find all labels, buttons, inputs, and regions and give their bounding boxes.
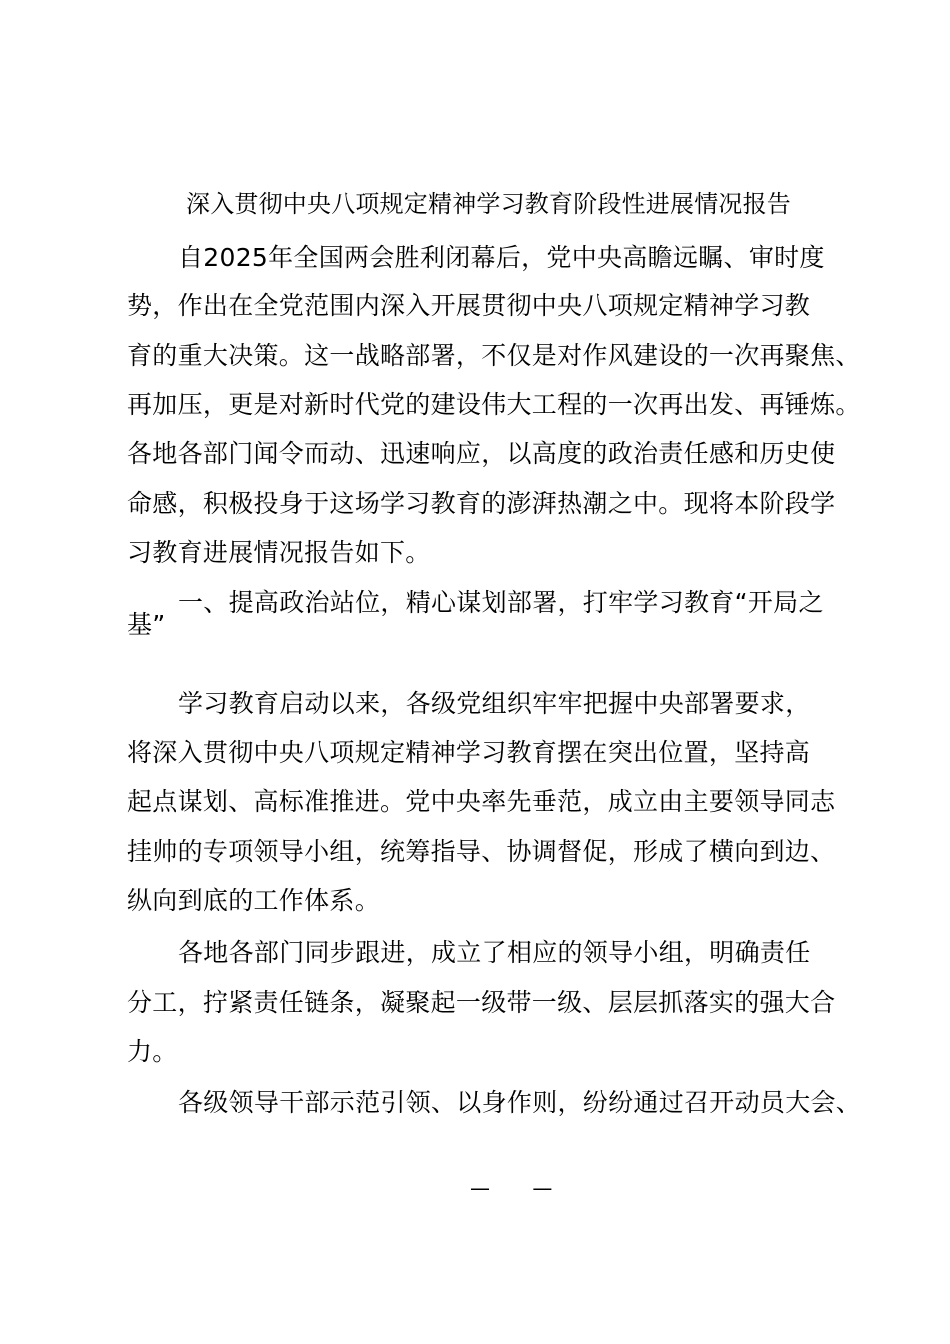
paragraph-line: 习教育进展情况报告如下。 [127,538,431,567]
paragraph-line: 各地各部门同步跟进，成立了相应的领导小组，明确责任 [178,938,811,967]
section-heading-continuation: 基” [127,610,166,639]
paragraph-line: 力。 [127,1037,178,1066]
paragraph-line: 自2025年全国两会胜利闭幕后，党中央高瞻远瞩、审时度 [178,243,825,272]
paragraph-line: 学习教育启动以来，各级党组织牢牢把握中央部署要求， [178,689,811,718]
section-heading: 一、提高政治站位，精心谋划部署，打牢学习教育“开局之 [178,588,824,617]
paragraph-line: 势，作出在全党范围内深入开展贯彻中央八项规定精神学习教 [127,291,811,320]
page-footer: — — [470,1176,571,1200]
paragraph-line: 再加压，更是对新时代党的建设伟大工程的一次再出发、再锤炼。 [127,390,861,419]
paragraph-line: 挂帅的专项领导小组，统筹指导、协调督促，形成了横向到边、 [127,837,836,866]
paragraph-line: 各地各部门闻令而动、迅速响应，以高度的政治责任感和历史使 [127,439,836,468]
paragraph-line: 将深入贯彻中央八项规定精神学习教育摆在突出位置，坚持高 [127,738,811,767]
paragraph-line: 各级领导干部示范引领、以身作则，纷纷通过召开动员大会、 [178,1088,862,1117]
paragraph-line: 命感，积极投身于这场学习教育的澎湃热潮之中。现将本阶段学 [127,489,836,518]
paragraph-line: 纵向到底的工作体系。 [127,886,381,915]
paragraph-line: 分工，拧紧责任链条，凝聚起一级带一级、层层抓落实的强大合 [127,988,836,1017]
paragraph-line: 育的重大决策。这一战略部署，不仅是对作风建设的一次再聚焦、 [127,341,861,370]
document-title: 深入贯彻中央八项规定精神学习教育阶段性进展情况报告 [186,190,791,218]
paragraph-line: 起点谋划、高标准推进。党中央率先垂范，成立由主要领导同志 [127,787,836,816]
